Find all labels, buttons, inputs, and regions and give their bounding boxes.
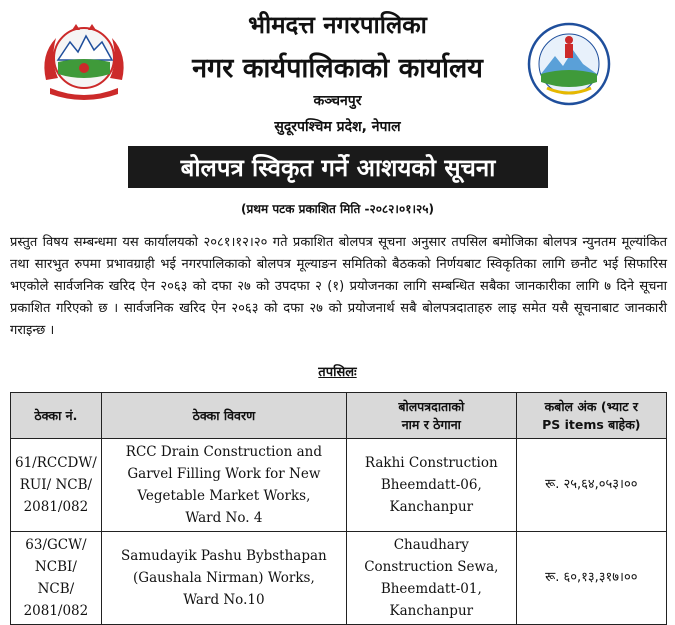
contract-no-cell — [11, 532, 102, 625]
description-line: (Gaushala Nirman) Works, — [133, 570, 315, 586]
bidder-line: Construction Sewa, — [364, 559, 499, 575]
description-line: Ward No.10 — [183, 592, 265, 608]
bidder-cell — [346, 439, 516, 532]
bidder-line: Kanchanpur — [389, 499, 474, 515]
header-bidder — [346, 393, 516, 439]
notice-title: बोलपत्र स्विकृत गर्ने आशयको सूचना — [180, 153, 496, 182]
contract-no-cell — [11, 439, 102, 532]
header-amount-line1: कबोल अंक (भ्याट र — [544, 398, 639, 414]
description-cell — [101, 439, 346, 532]
header-description: ठेक्का विवरण — [101, 393, 346, 439]
header-bidder-line2: नाम र ठेगाना — [401, 416, 461, 432]
header-amount-line2: PS items बाहेक) — [542, 416, 641, 432]
amount-cell: रू. २५,६४,०५३।०० — [516, 439, 666, 532]
bidder-line: Rakhi Construction — [364, 455, 498, 471]
contract-no-line: 2081/082 — [23, 499, 89, 515]
contract-no-line: NCBI/ NCB/ — [34, 559, 77, 597]
letterhead — [0, 0, 675, 150]
tapasil-heading: तपसिलः — [318, 365, 357, 380]
notice-title-banner — [128, 146, 548, 188]
bidder-line: Chaudhary — [393, 537, 469, 553]
bidder-line: Kanchanpur — [389, 603, 474, 619]
office-name: नगर कार्यपालिकाको कार्यालय — [192, 53, 483, 84]
published-date-line: (प्रथम पटक प्रकाशित मिति -२०८२।०१।२५) — [241, 202, 434, 216]
description-line: Samudayik Pashu Bybsthapan — [121, 548, 327, 564]
header-amount — [516, 393, 666, 439]
amount-cell: रू. ६०,१३,३१७।०० — [516, 532, 666, 625]
contract-no-line: RUI/ NCB/ — [19, 477, 93, 493]
description-line: Ward No. 4 — [185, 510, 263, 526]
tender-table — [10, 392, 667, 625]
description-line: Garvel Filling Work for New — [127, 466, 321, 482]
table-header-row — [11, 393, 667, 439]
contract-no-line: 63/GCW/ — [25, 537, 87, 553]
description-line: RCC Drain Construction and — [125, 444, 322, 460]
district-name: कञ्चनपुर — [313, 93, 362, 109]
municipality-name: भीमदत्त नगरपालिका — [248, 11, 427, 39]
contract-no-line: 2081/082 — [23, 603, 89, 619]
description-line: Vegetable Market Works, — [137, 488, 311, 504]
table-row — [11, 439, 667, 532]
contract-no-line: 61/RCCDW/ — [15, 455, 97, 471]
province-name: सुदूरपश्चिम प्रदेश, नेपाल — [274, 119, 401, 135]
header-contract-no: ठेक्का नं. — [11, 393, 102, 439]
notice-body: प्रस्तुत विषय सम्बन्धमा यस कार्यालयको २०८१।१२।२० गते प्रकाशित बोलपत्र सूचना अनुसार तपसिल बमोजिका बोलपत्र न्युनतम मूल्यांकित तथा सारभुत रुपमा प्रभावग्राही भई नगरपालिकाको बोलपत्र मूल्याङन समितिको बैठकको निर्णयबाट स्विकृतिका लागि छनौट भई सिफारिस भएकोले सार्वजनिक खरिद ऐन २०६३ को दफा २७ को उपदफा २ (१) प्रयोजनका लागि सम्बन्धित सबैका जानकारीका लागि ७ दिने सूचना प्रकाशित गरिएको छ । सार्वजनिक खरिद ऐन २०६३ को दफा २७ को प्रयोजनार्थ सबै बोलपत्रदाताहरु लाइ समेत यसै सूचनाबाट जानकारी गराइन्छ । — [10, 235, 667, 338]
description-cell — [101, 532, 346, 625]
table-row — [11, 532, 667, 625]
bidder-line: Bheemdatt-06, — [380, 477, 482, 493]
bidder-line: Bheemdatt-01, — [380, 581, 482, 597]
header-bidder-line1: बोलपत्रदाताको — [398, 398, 465, 414]
bidder-cell — [346, 532, 516, 625]
